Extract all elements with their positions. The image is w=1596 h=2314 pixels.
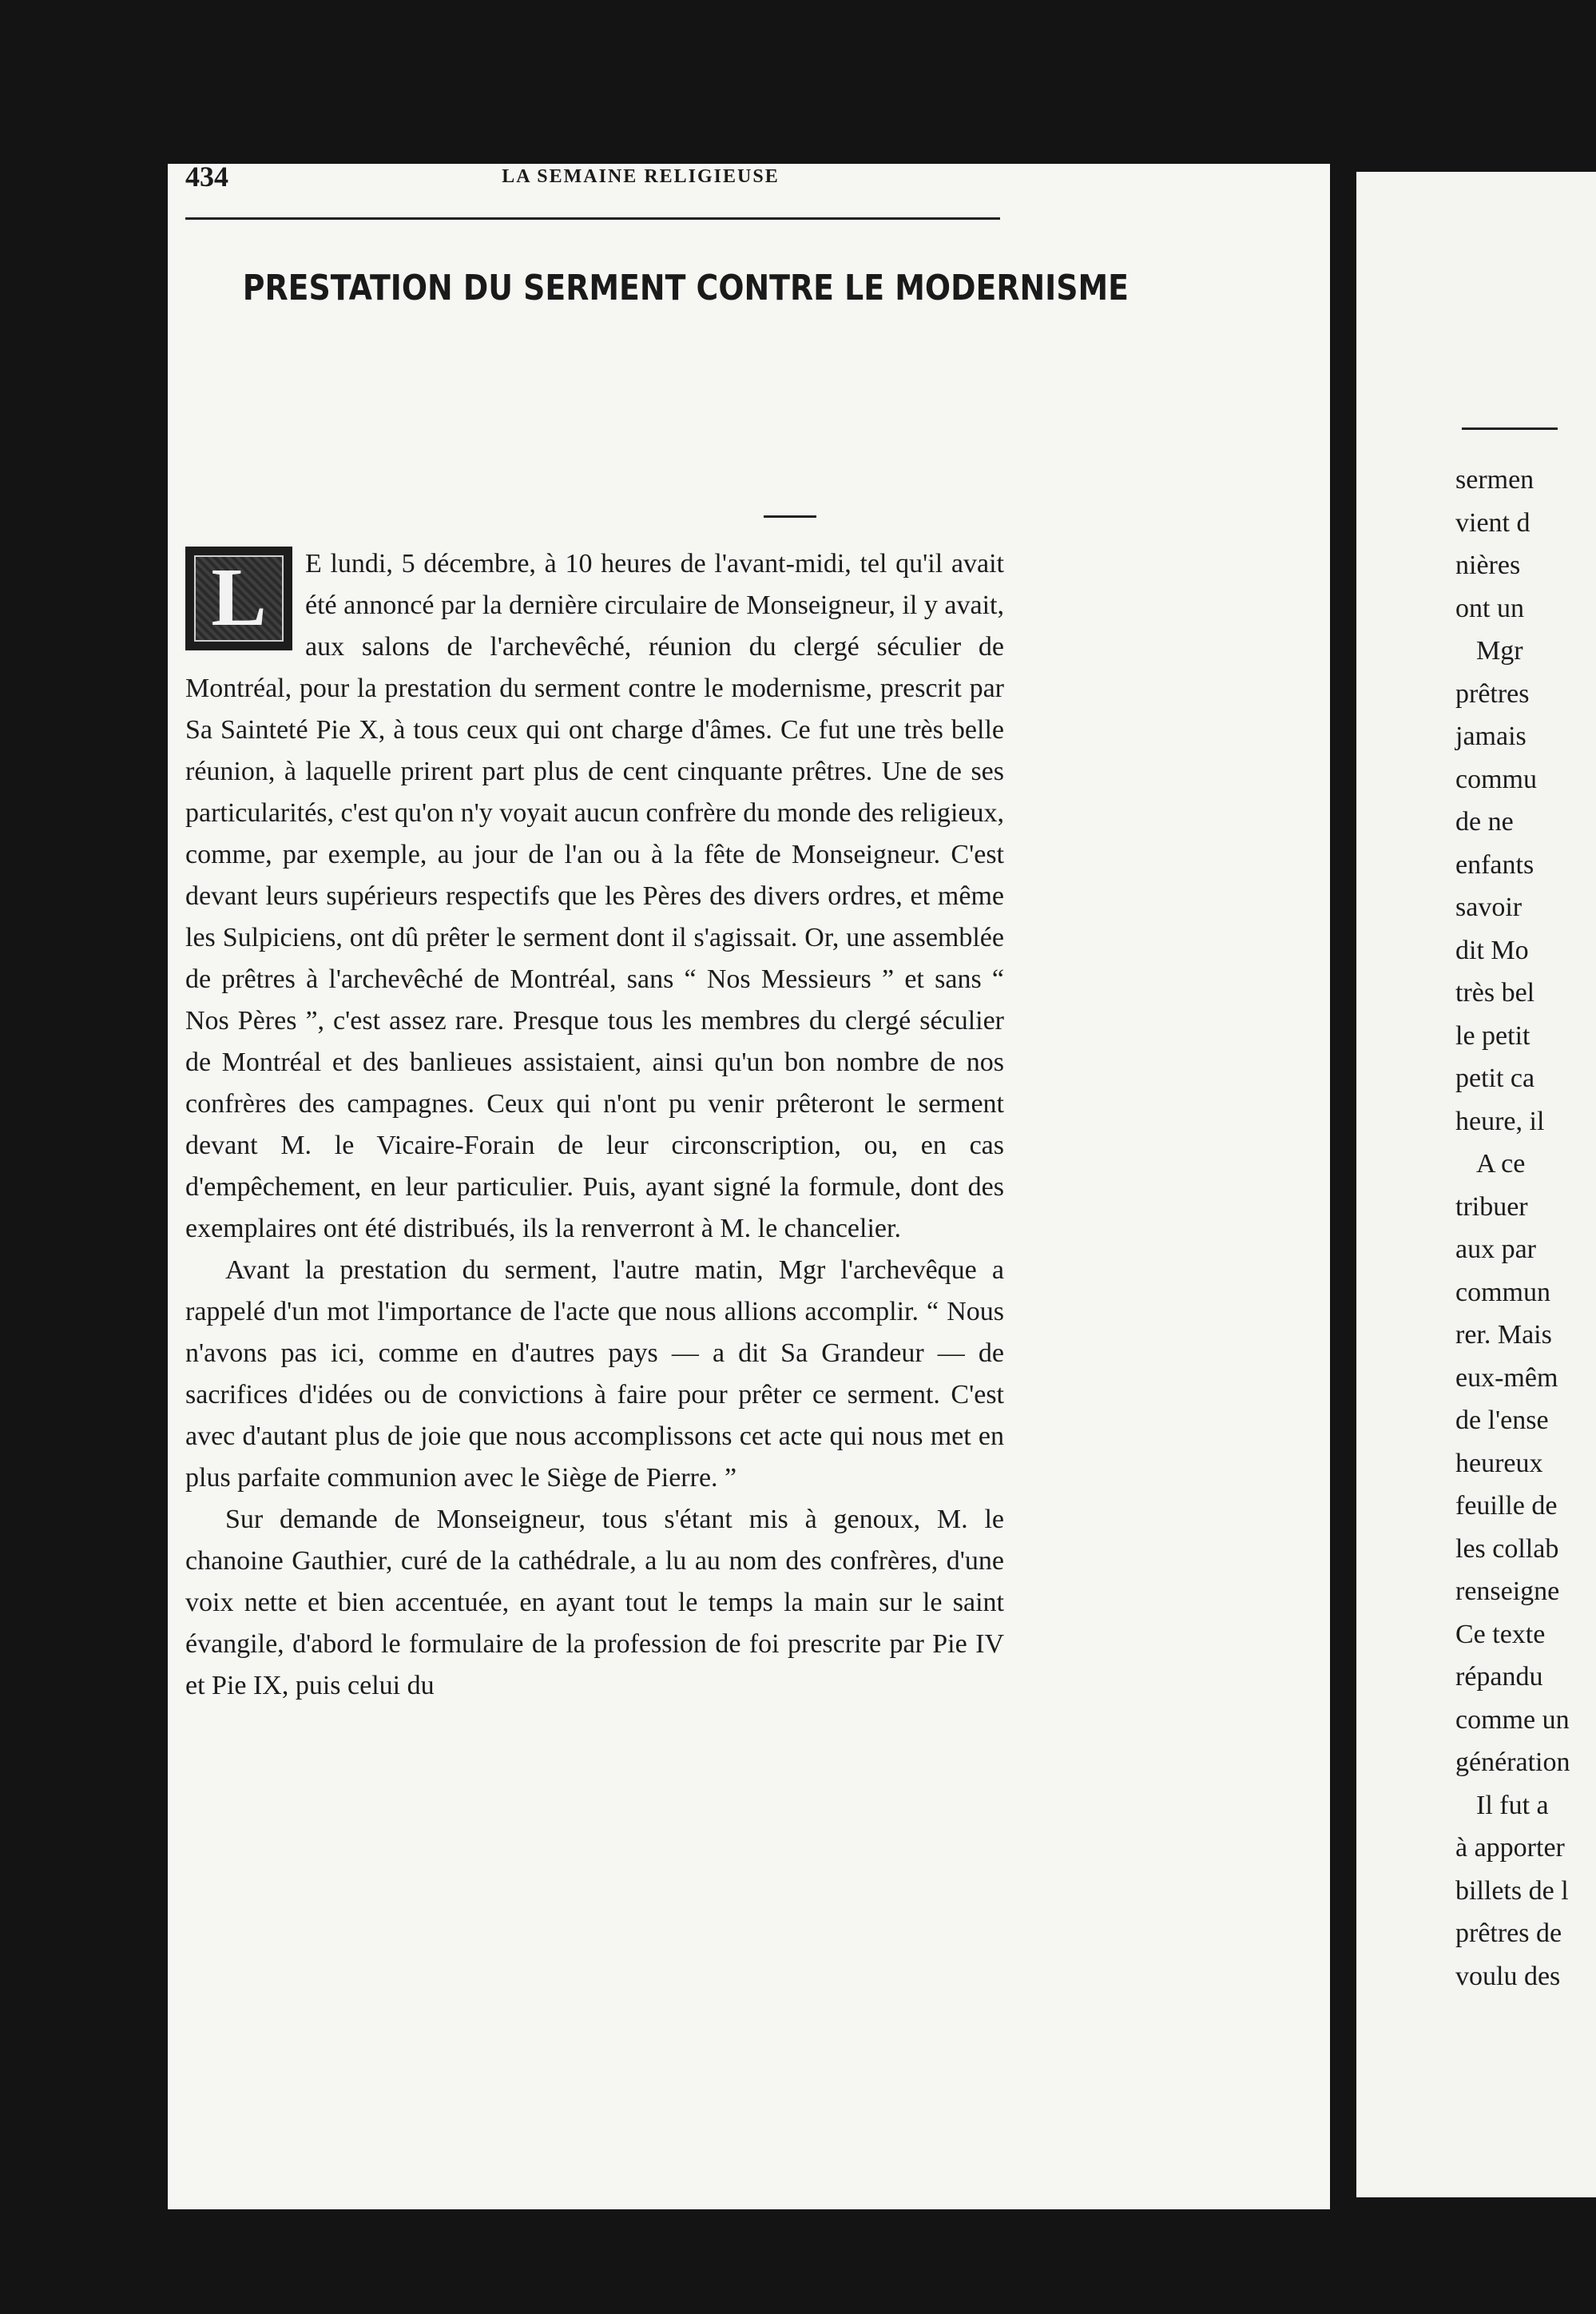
facing-page-line: heureux	[1455, 1448, 1543, 1478]
facing-page-line: jamais	[1455, 722, 1527, 751]
facing-page-line: heure, il	[1455, 1106, 1545, 1136]
running-head	[185, 160, 1004, 192]
facing-page-line: les collab	[1455, 1533, 1559, 1564]
paragraph-3: Sur demande de Monseigneur, tous s'étant mis à genoux, M. le chanoine Gauthier, curé de la cathédrale, a lu au nom des confrères, d'une voix nette et bien accentuée, en ayant tout le temps la main sur le saint évangile, d'abord le formulaire de la profession de foi prescrite par Pie IV et Pie IX, puis celui du	[185, 1505, 1004, 1700]
article-body	[185, 543, 1004, 1707]
paragraph-1-text: E lundi, 5 décembre, à 10 heures de l'avant-midi, tel qu'il avait été annoncé par la dernière circulaire de Monseigneur, il y avait, aux salons de l'archevêché, réunion du clergé séculier de Montréal, pour la prestation du serment contre le modernisme, prescrit par Sa Sainteté Pie X, à tous ceux qui ont charge d'âmes. Ce fut une très belle réunion, à laquelle prirent part plus de cent cinquante prêtres. Une de ses particularités, c'est qu'on n'y voyait aucun confrère du monde des religieux, comme, par exemple, au jour de l'an ou à la fête de Monseigneur. C'est devant leurs supérieurs respectifs que les Pères des divers ordres, et même les Sulpiciens, ont dû prêter le serment dont il s'agissait. Or, une assemblée de prêtres à l'archevêché de Montréal, sans “ Nos Messieurs ” et sans “ Nos Pères ”, c'est assez rare. Presque tous les membres du clergé séculier de Montréal et des banlieues assistaient, ainsi qu'un bon nombre de nos confrères des campagnes. Ceux qui n'ont pu venir prêteront le serment devant M. le Vicaire-Forain de leur circonscription, ou, en cas d'empêchement, en leur particulier. Puis, ayant signé la formule, dont des exemplaires ont été distribués, ils la renverront à M. le chancelier.	[185, 549, 1004, 1243]
paragraph-2: Avant la prestation du serment, l'autre matin, Mgr l'archevêque a rappelé d'un mot l'importance de l'acte que nous allions accomplir. “ Nous n'avons pas ici, comme en d'autres pays — a dit Sa Grandeur — de sacrifices d'idées ou de convictions à faire pour prêter ce serment. C'est avec d'autant plus de joie que nous accomplissons cet acte qui nous met en plus parfaite communion avec le Siège de Pierre. ”	[185, 1255, 1004, 1493]
facing-page-line: dit Mo	[1455, 935, 1529, 965]
facing-page-line: de ne	[1455, 807, 1514, 837]
facing-page-line: commu	[1455, 764, 1537, 794]
facing-page-line: répandu	[1455, 1662, 1543, 1692]
facing-page-line: Mgr	[1476, 636, 1523, 666]
facing-page-rule	[1462, 427, 1558, 430]
facing-page-line: prêtres	[1455, 678, 1530, 709]
facing-page-line: sermen	[1455, 465, 1534, 495]
facing-page-line: prêtres de	[1455, 1918, 1562, 1948]
facing-page-line: à apporter	[1455, 1833, 1565, 1863]
facing-page-line: voulu des	[1455, 1961, 1561, 1991]
header-rule	[185, 217, 1000, 220]
facing-page-line: très bel	[1455, 978, 1535, 1008]
facing-page-line: le petit	[1455, 1020, 1530, 1051]
facing-page-line: ont un	[1455, 593, 1524, 623]
facing-page-line: renseigne	[1455, 1576, 1560, 1606]
facing-page-line: Il fut a	[1476, 1790, 1549, 1820]
facing-page-line: commun	[1455, 1277, 1550, 1307]
facing-page-line: tribuer	[1455, 1191, 1528, 1222]
paragraph-1	[185, 543, 1004, 1250]
facing-page-line: eux-mêm	[1455, 1362, 1558, 1393]
facing-page-line: comme un	[1455, 1704, 1570, 1735]
facing-page-line: savoir	[1455, 893, 1523, 922]
running-title: LA SEMAINE RELIGIEUSE	[502, 166, 780, 187]
facing-page-line: enfants	[1455, 849, 1534, 880]
facing-page-line: petit ca	[1455, 1064, 1535, 1093]
facing-page-line: A ce	[1476, 1149, 1526, 1179]
ornamental-initial	[185, 547, 292, 650]
article-title: PRESTATION DU SERMENT CONTRE LE MODERNISME	[242, 268, 1130, 308]
title-rule	[764, 515, 816, 518]
facing-page-line: vient d	[1455, 507, 1530, 538]
page-number: 434	[185, 161, 228, 193]
facing-page-line: de l'ense	[1455, 1405, 1549, 1435]
facing-page-line: billets de l	[1455, 1875, 1569, 1906]
facing-page-line: rer. Mais	[1455, 1320, 1552, 1350]
facing-page-line: nières	[1455, 551, 1521, 580]
facing-page-line: feuille de	[1455, 1491, 1558, 1521]
facing-page-line: Ce texte	[1455, 1619, 1546, 1649]
drop-cap-letter: L	[211, 551, 267, 643]
facing-page-line: génération	[1455, 1747, 1570, 1777]
facing-page-line: aux par	[1455, 1235, 1537, 1264]
